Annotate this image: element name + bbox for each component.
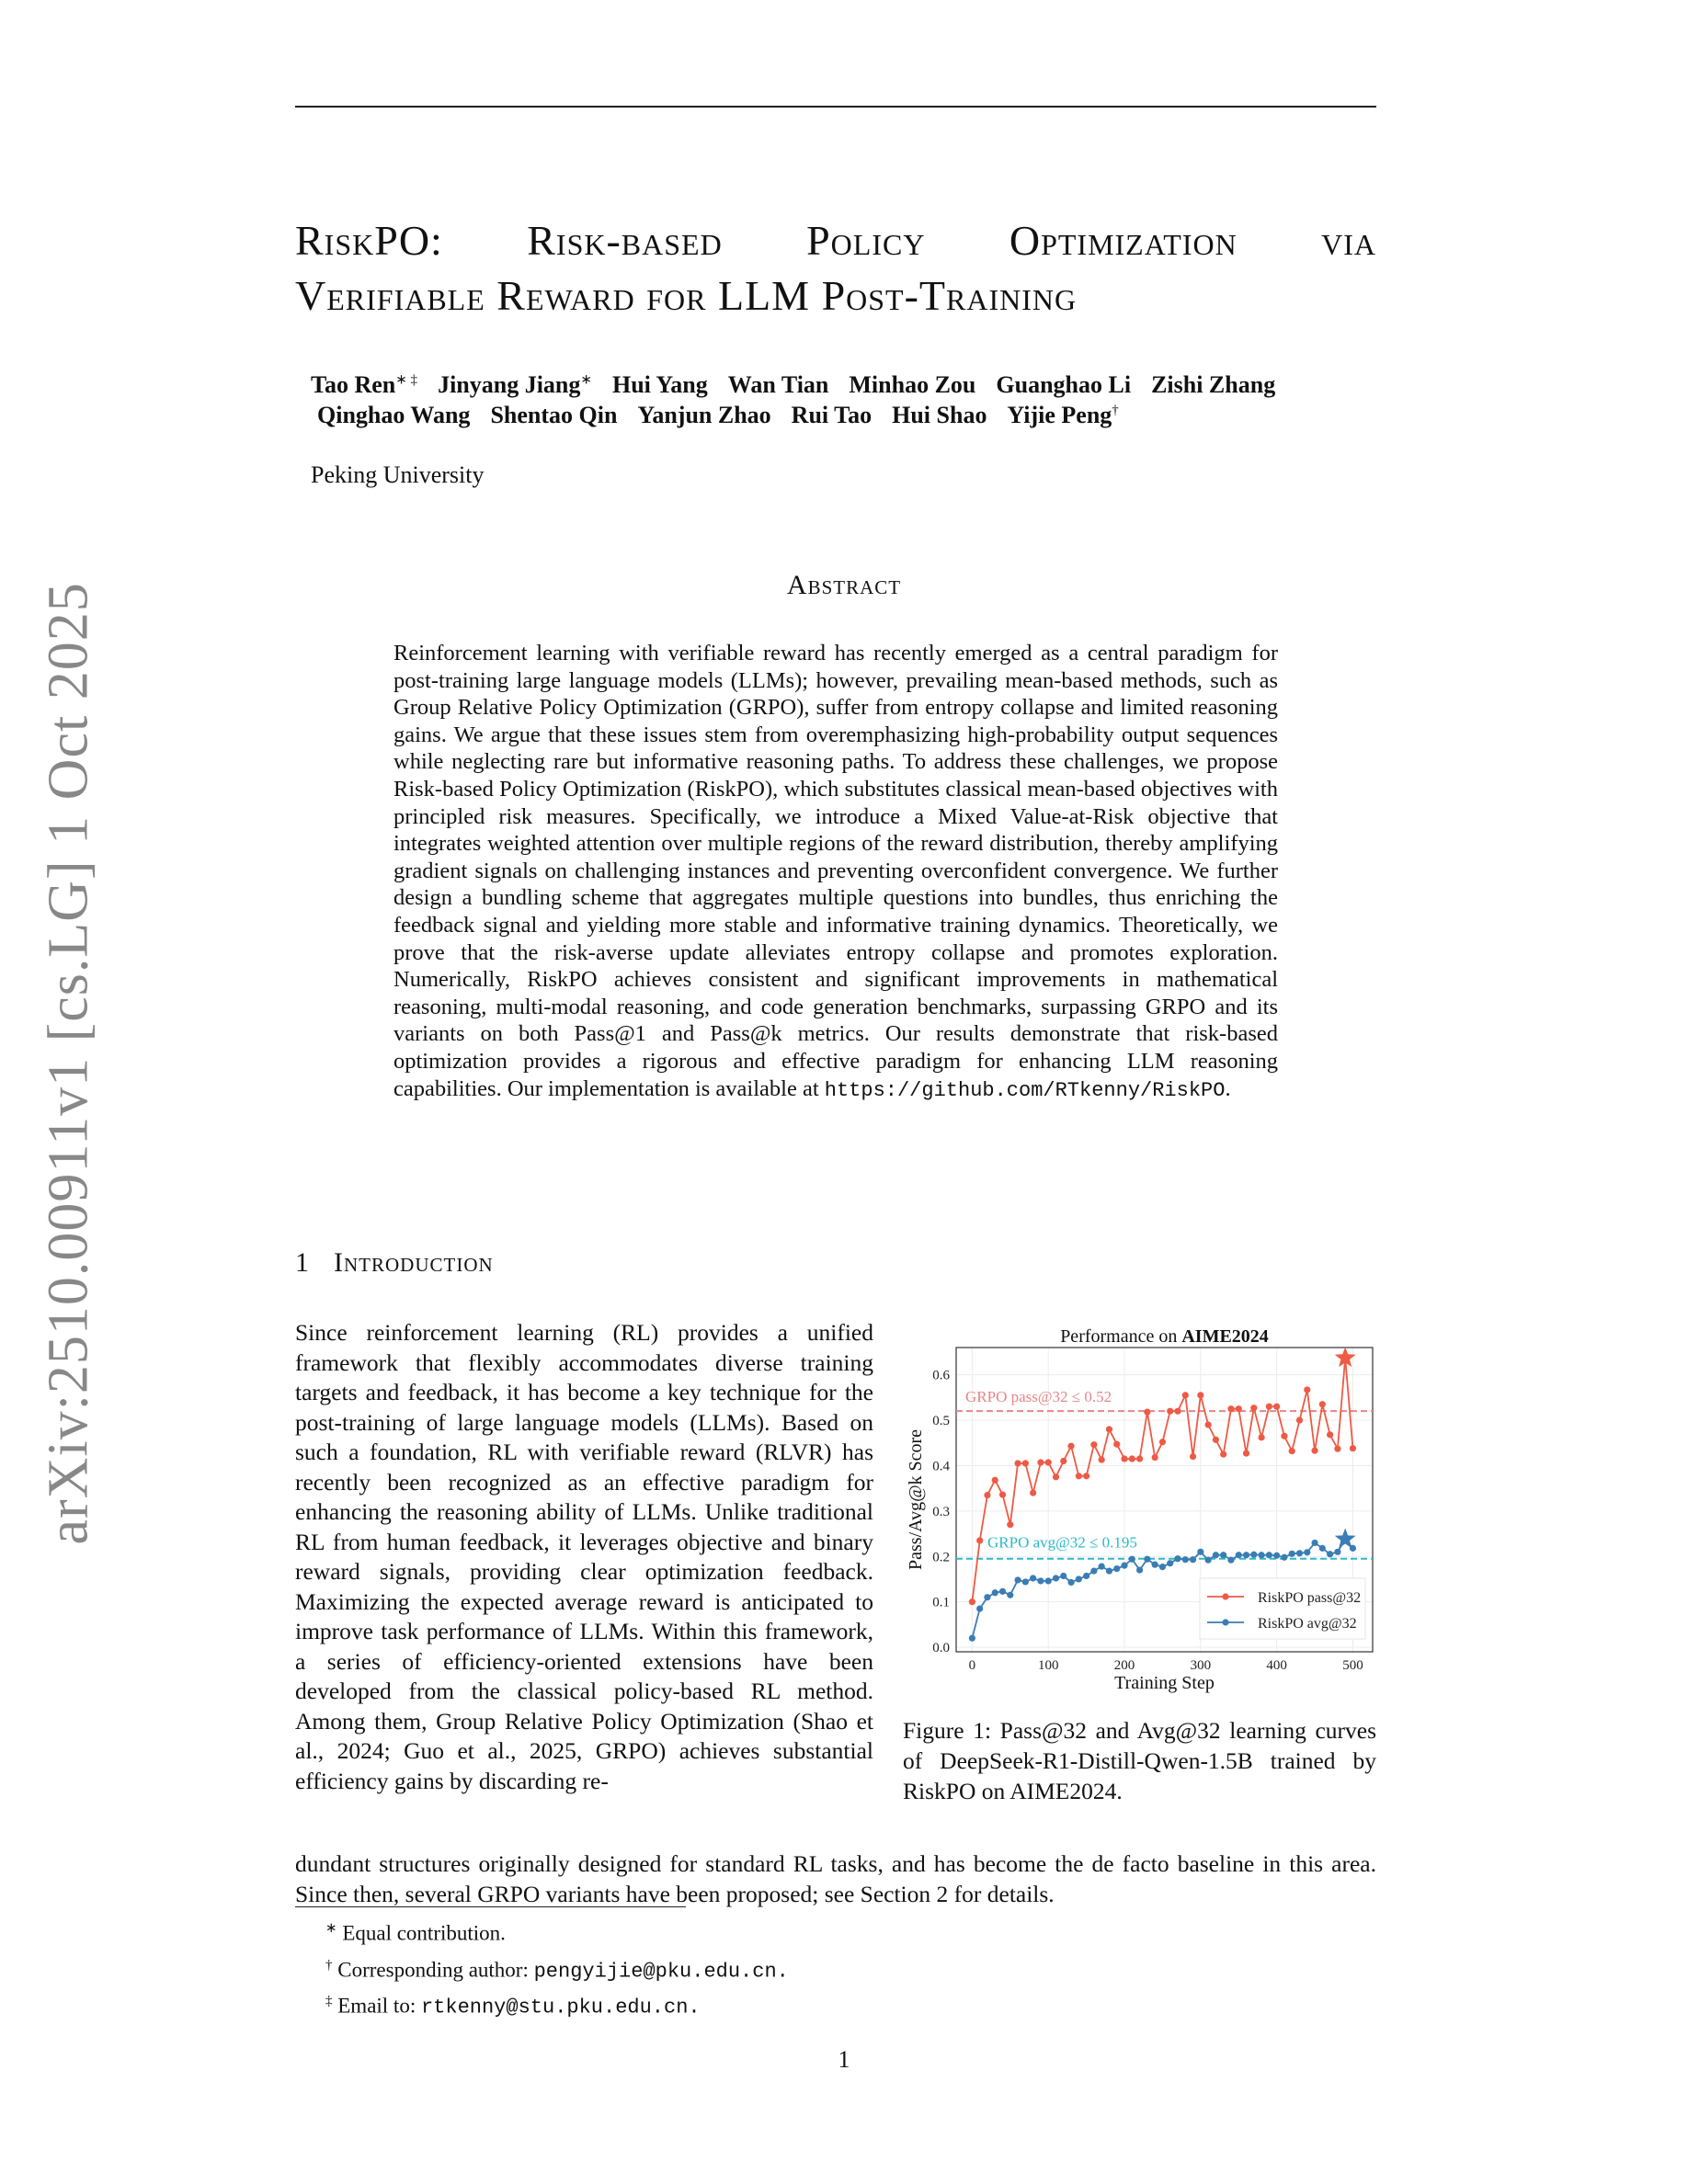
data-point bbox=[1266, 1404, 1272, 1410]
code-link[interactable]: https://github.com/RTkenny/RiskPO bbox=[824, 1078, 1226, 1102]
data-point bbox=[1304, 1549, 1310, 1555]
data-point bbox=[1319, 1401, 1326, 1407]
data-point bbox=[1319, 1545, 1326, 1552]
author-name: Shentao Qin bbox=[490, 402, 618, 428]
data-point bbox=[1227, 1405, 1234, 1412]
data-point bbox=[1159, 1439, 1166, 1445]
data-point bbox=[1258, 1434, 1264, 1440]
data-point bbox=[1090, 1567, 1097, 1574]
footnote-email[interactable]: rtkenny@stu.pku.edu.cn. bbox=[420, 1996, 701, 2019]
data-point bbox=[1076, 1473, 1082, 1479]
data-point bbox=[984, 1492, 990, 1498]
data-point bbox=[1289, 1448, 1295, 1454]
data-point bbox=[1281, 1554, 1287, 1561]
data-point bbox=[1076, 1575, 1082, 1582]
x-tick-label: 500 bbox=[1342, 1658, 1363, 1673]
legend-marker bbox=[1222, 1619, 1228, 1625]
data-point bbox=[1289, 1551, 1295, 1557]
data-point bbox=[969, 1598, 975, 1605]
author-name: Yijie Peng† bbox=[1007, 402, 1119, 428]
y-axis-label: Pass/Avg@k Score bbox=[906, 1428, 926, 1571]
abstract-heading: Abstract bbox=[786, 570, 902, 600]
author-name: Yanjun Zhao bbox=[637, 402, 771, 428]
title-line-2: Verifiable Reward for LLM Post-Training bbox=[295, 272, 1078, 319]
data-point bbox=[1090, 1441, 1097, 1448]
author-name: Tao Ren∗ ‡ bbox=[311, 370, 418, 398]
data-point bbox=[1053, 1473, 1059, 1480]
data-point bbox=[1190, 1556, 1196, 1563]
data-point bbox=[1106, 1426, 1112, 1432]
data-point bbox=[1327, 1551, 1333, 1557]
section-number: 1 bbox=[295, 1247, 310, 1278]
data-point bbox=[1174, 1555, 1180, 1562]
arxiv-identifier[interactable]: arXiv:2510.00911v1 [cs.LG] 1 Oct 2025 bbox=[37, 582, 100, 1545]
abstract-text: Reinforcement learning with verifiable reward has recently emerged as a central paradigm for post-training large language models (LLMs); however, prevailing mean-based methods, such as Group Relative Policy Optimization (GRPO), suffer from entropy collapse and limited reasoning gains. We argue that these issues stem from overemphasizing high-probability output sequences while neglecting rare but informative reasoning paths. To address these challenges, we propose Risk-based Policy Optimization (RiskPO), which substitutes classical mean-based objectives with principled risk measures. Specifically, we introduce a Mixed Value-at-Risk objective that integrates weighted attention over multiple regions of the reward distribution, thereby amplifying gradient signals on challenging instances and preventing overconfident convergence. We further design a bundling scheme that aggregates multiple questions into bundles, thus enriching the feedback signal and yielding more stable and informative training dynamics. Theoretically, we prove that the risk-averse update alleviates entropy collapse and promotes exploration. Numerically, RiskPO achieves consistent and significant improvements in mathematical reasoning, multi-modal reasoning, and code generation benchmarks, surpassing GRPO and its variants on both Pass@1 and Pass@k metrics. Our results demonstrate that risk-based optimization provides a rigorous and effective paradigm for enhancing LLM reasoning capabilities. Our implementation is available at bbox=[393, 641, 1278, 1101]
data-point bbox=[1334, 1446, 1340, 1452]
author-mark: † bbox=[1112, 403, 1119, 418]
author-name: Hui Yang bbox=[611, 370, 708, 398]
x-tick-label: 200 bbox=[1113, 1658, 1135, 1673]
data-point bbox=[1227, 1557, 1234, 1564]
author-name: Hui Shao bbox=[892, 402, 987, 428]
data-point bbox=[1197, 1392, 1203, 1398]
data-point bbox=[1014, 1460, 1021, 1466]
y-tick-label: 0.0 bbox=[932, 1641, 950, 1656]
data-point bbox=[1213, 1437, 1219, 1443]
data-point bbox=[976, 1605, 983, 1611]
chart-title-text: Performance on bbox=[1060, 1326, 1182, 1347]
footnote bbox=[325, 1986, 789, 2023]
data-point bbox=[1022, 1460, 1029, 1466]
data-point bbox=[1152, 1454, 1158, 1461]
data-point bbox=[1182, 1556, 1189, 1563]
author-name: Wan Tian bbox=[727, 370, 829, 398]
data-point bbox=[1083, 1473, 1089, 1479]
reference-label: GRPO pass@32 ≤ 0.52 bbox=[965, 1388, 1112, 1406]
data-point bbox=[1007, 1521, 1013, 1528]
data-point bbox=[1136, 1566, 1143, 1573]
data-point bbox=[1121, 1563, 1127, 1569]
author-row-2 bbox=[317, 402, 1139, 429]
affiliation: Peking University bbox=[311, 461, 485, 488]
data-point bbox=[1243, 1552, 1249, 1558]
author-row-1 bbox=[311, 370, 1295, 399]
footnote-email[interactable]: pengyijie@pku.edu.cn. bbox=[533, 1960, 789, 1984]
data-point bbox=[1099, 1564, 1105, 1570]
data-point bbox=[976, 1537, 983, 1543]
data-point bbox=[1220, 1552, 1226, 1558]
data-point bbox=[1296, 1416, 1303, 1423]
data-point bbox=[1067, 1443, 1074, 1450]
data-point bbox=[1159, 1564, 1166, 1570]
author-name: Minhao Zou bbox=[849, 370, 976, 398]
abstract-body bbox=[393, 640, 1278, 1104]
data-point bbox=[1045, 1577, 1052, 1584]
data-point bbox=[1190, 1453, 1196, 1460]
author-mark: ∗ bbox=[580, 372, 592, 387]
footnote-mark: † bbox=[325, 1957, 333, 1973]
reference-label: GRPO avg@32 ≤ 0.195 bbox=[987, 1533, 1137, 1552]
footnote-mark: ‡ bbox=[325, 1994, 333, 2009]
data-point bbox=[1022, 1578, 1029, 1585]
author-mark: ∗ ‡ bbox=[395, 372, 418, 387]
data-point bbox=[1014, 1576, 1021, 1583]
section-heading bbox=[295, 1247, 494, 1279]
paper-title bbox=[295, 213, 1376, 324]
data-point bbox=[1144, 1556, 1150, 1563]
data-point bbox=[1311, 1448, 1317, 1454]
footnotes bbox=[325, 1914, 789, 2023]
data-point bbox=[1273, 1553, 1280, 1559]
y-tick-label: 0.5 bbox=[932, 1414, 950, 1429]
footnote-text: Email to: bbox=[337, 1994, 421, 2018]
author-name: Rui Tao bbox=[791, 402, 873, 428]
data-point bbox=[1045, 1459, 1052, 1465]
data-point bbox=[1060, 1573, 1066, 1579]
data-point bbox=[999, 1491, 1006, 1497]
x-tick-label: 100 bbox=[1037, 1658, 1059, 1673]
data-point bbox=[1129, 1455, 1135, 1462]
data-point bbox=[1213, 1552, 1219, 1558]
data-point bbox=[1037, 1577, 1044, 1584]
data-point bbox=[1053, 1575, 1059, 1581]
y-tick-label: 0.4 bbox=[932, 1459, 950, 1474]
data-point bbox=[1350, 1445, 1356, 1451]
figure-caption: Figure 1: Pass@32 and Avg@32 learning curves of DeepSeek-R1-Distill-Qwen-1.5B trained by RiskPO on AIME2024. bbox=[903, 1717, 1376, 1804]
data-point bbox=[1030, 1575, 1036, 1581]
data-point bbox=[1121, 1455, 1127, 1462]
chart-title-bold: AIME2024 bbox=[1181, 1326, 1269, 1347]
chart-title bbox=[1060, 1326, 1269, 1347]
data-point bbox=[1136, 1455, 1143, 1462]
footnote-mark: ∗ bbox=[325, 1921, 337, 1936]
header-rule bbox=[295, 106, 1376, 108]
intro-paragraph-full: dundant structures originally designed for standard RL tasks, and has become the de facto baseline in this area. Since then, several GRPO variants have been proposed; see Section 2 for details. bbox=[295, 1850, 1376, 1907]
data-point bbox=[1167, 1408, 1173, 1415]
data-point bbox=[1113, 1565, 1120, 1572]
y-tick-label: 0.6 bbox=[932, 1368, 950, 1383]
y-tick-label: 0.3 bbox=[932, 1504, 950, 1519]
legend-label: RiskPO pass@32 bbox=[1258, 1590, 1362, 1606]
data-point bbox=[1205, 1557, 1212, 1564]
data-point bbox=[1236, 1552, 1242, 1558]
footnote-text: Corresponding author: bbox=[337, 1958, 534, 1982]
data-point bbox=[1167, 1560, 1173, 1566]
footnote bbox=[325, 1914, 789, 1951]
legend-marker bbox=[1222, 1593, 1228, 1599]
data-point bbox=[1327, 1431, 1333, 1438]
data-point bbox=[992, 1589, 998, 1596]
section-title: Introduction bbox=[334, 1247, 494, 1278]
data-point bbox=[1037, 1459, 1044, 1465]
intro-paragraph-column: Since reinforcement learning (RL) provides a unified framework that flexibly accommodates diverse training targets and feedback, it has become a key technique for the post-training of large language models (LLMs). Based on such a foundation, RL with verifiable reward (RLVR) has recently been recognized as an effective paradigm for enhancing the reasoning ability of LLMs. Unlike traditional RL from human feedback, it leverages objective and binary reward signals, providing clear optimization feedback. Maximizing the expected average reward is anticipated to improve task performance of LLMs. Within this framework, a series of efficiency-oriented extensions have been developed from the classical policy-based RL method. Among them, Group Relative Policy Optimization (Shao et al., 2024; Guo et al., 2025, GRPO) achieves substantial efficiency gains by discarding re- bbox=[295, 1319, 873, 1794]
data-point bbox=[1311, 1540, 1317, 1546]
data-point bbox=[1258, 1552, 1264, 1558]
x-tick-label: 400 bbox=[1266, 1658, 1287, 1673]
data-point bbox=[1236, 1405, 1242, 1412]
data-point bbox=[1273, 1404, 1280, 1410]
data-point bbox=[1099, 1456, 1105, 1462]
data-point bbox=[1182, 1392, 1189, 1398]
data-point bbox=[984, 1594, 990, 1600]
data-point bbox=[1030, 1489, 1036, 1496]
page-number: 1 bbox=[838, 2046, 850, 2073]
data-point bbox=[1334, 1549, 1340, 1555]
data-point bbox=[1129, 1556, 1135, 1563]
data-point bbox=[1197, 1549, 1203, 1555]
y-tick-label: 0.1 bbox=[932, 1595, 950, 1610]
data-point bbox=[992, 1477, 998, 1484]
data-point bbox=[1250, 1552, 1257, 1558]
data-point bbox=[1083, 1573, 1089, 1579]
data-point bbox=[969, 1635, 975, 1642]
data-point bbox=[1304, 1386, 1310, 1393]
x-tick-label: 0 bbox=[968, 1658, 976, 1673]
x-tick-label: 300 bbox=[1190, 1658, 1212, 1673]
footnote bbox=[325, 1951, 789, 1987]
author-name: Jinyang Jiang∗ bbox=[438, 370, 592, 398]
data-point bbox=[1220, 1450, 1226, 1457]
data-point bbox=[1296, 1550, 1303, 1556]
data-point bbox=[999, 1588, 1006, 1595]
data-point bbox=[1144, 1409, 1150, 1416]
data-point bbox=[1067, 1579, 1074, 1586]
data-point bbox=[1243, 1450, 1249, 1457]
footnote-text: Equal contribution. bbox=[342, 1921, 506, 1945]
data-point bbox=[1205, 1421, 1212, 1428]
data-point bbox=[1106, 1567, 1112, 1574]
data-point bbox=[1250, 1405, 1257, 1411]
y-tick-label: 0.2 bbox=[932, 1550, 950, 1565]
author-name: Guanghao Li bbox=[996, 370, 1132, 398]
abstract-end: . bbox=[1225, 1075, 1231, 1101]
x-axis-label: Training Step bbox=[1114, 1673, 1215, 1693]
title-line-1: RiskPO: Risk-based Policy Optimization via bbox=[295, 217, 1376, 264]
author-name: Zishi Zhang bbox=[1151, 370, 1276, 398]
footnote-rule bbox=[295, 1906, 686, 1907]
data-point bbox=[1007, 1592, 1013, 1598]
data-point bbox=[1152, 1562, 1158, 1568]
data-point bbox=[1113, 1441, 1120, 1448]
legend-label: RiskPO avg@32 bbox=[1258, 1616, 1357, 1632]
data-point bbox=[1174, 1408, 1180, 1415]
data-point bbox=[1060, 1458, 1066, 1464]
data-point bbox=[1266, 1552, 1272, 1558]
figure-1-chart bbox=[896, 1314, 1384, 1701]
data-point bbox=[1281, 1433, 1287, 1439]
author-name: Qinghao Wang bbox=[317, 402, 471, 428]
